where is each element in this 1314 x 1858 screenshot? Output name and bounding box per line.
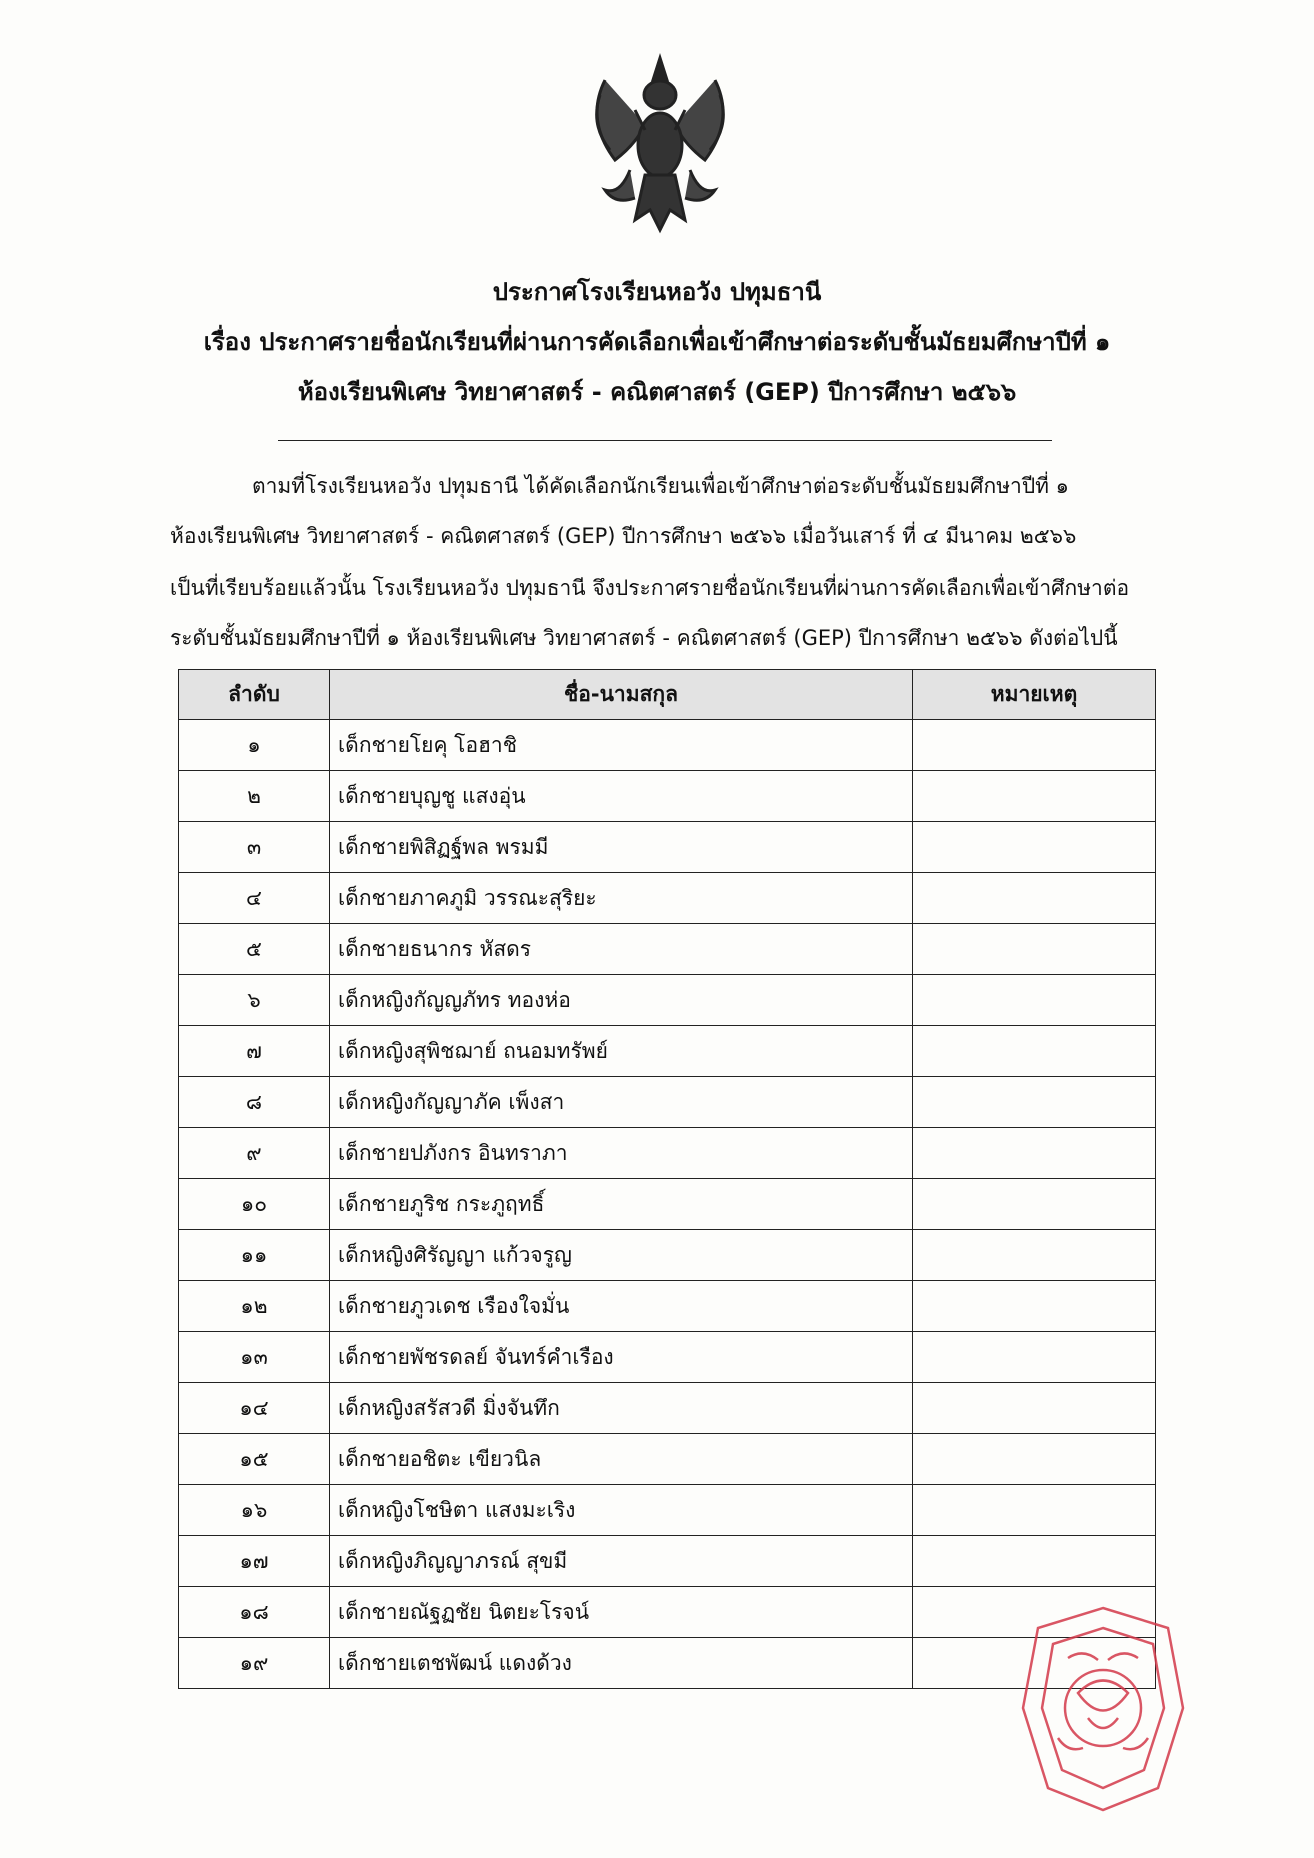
row-student-name: เด็กหญิงกัญญภัทร ทองห่อ bbox=[330, 975, 913, 1026]
school-seal-stamp bbox=[1008, 1598, 1198, 1818]
table-row bbox=[179, 1383, 1156, 1434]
row-order: ๑๗ bbox=[179, 1536, 330, 1587]
row-student-name: เด็กหญิงศิรัญญา แก้วจรูญ bbox=[330, 1230, 913, 1281]
row-student-name: เด็กชายปภังกร อินทราภา bbox=[330, 1128, 913, 1179]
row-order: ๑๔ bbox=[179, 1383, 330, 1434]
row-remark bbox=[913, 1179, 1156, 1230]
row-order: ๑๑ bbox=[179, 1230, 330, 1281]
table-row bbox=[179, 1434, 1156, 1485]
row-order: ๑๐ bbox=[179, 1179, 330, 1230]
table-row bbox=[179, 1026, 1156, 1077]
table-row bbox=[179, 873, 1156, 924]
garuda-emblem-icon bbox=[575, 50, 745, 240]
row-order: ๔ bbox=[179, 873, 330, 924]
row-order: ๕ bbox=[179, 924, 330, 975]
row-order: ๖ bbox=[179, 975, 330, 1026]
row-student-name: เด็กชายโยคุ โอฮาชิ bbox=[330, 720, 913, 771]
announcement-program: ห้องเรียนพิเศษ วิทยาศาสตร์ - คณิตศาสตร์ (GEP) ปีการศึกษา ๒๕๖๖ bbox=[297, 378, 1017, 406]
row-order: ๑๒ bbox=[179, 1281, 330, 1332]
row-remark bbox=[913, 1485, 1156, 1536]
row-student-name: เด็กชายเตชพัฒน์ แดงด้วง bbox=[330, 1638, 913, 1689]
row-remark bbox=[913, 1077, 1156, 1128]
row-student-name: เด็กชายบุญชู แสงอุ่น bbox=[330, 771, 913, 822]
row-student-name: เด็กหญิงสุพิชฌาย์ ถนอมทรัพย์ bbox=[330, 1026, 913, 1077]
row-student-name: เด็กชายณัฐฏชัย นิตยะโรจน์ bbox=[330, 1587, 913, 1638]
row-remark bbox=[913, 720, 1156, 771]
row-remark bbox=[913, 1230, 1156, 1281]
row-student-name: เด็กชายธนากร หัสดร bbox=[330, 924, 913, 975]
row-order: ๑๖ bbox=[179, 1485, 330, 1536]
row-remark bbox=[913, 1536, 1156, 1587]
body-line-4: ระดับชั้นมัธยมศึกษาปีที่ ๑ ห้องเรียนพิเศษ วิทยาศาสตร์ - คณิตศาสตร์ (GEP) ปีการศึกษา ๒๕๖๖ ดังต่อไปนี้ bbox=[170, 626, 1118, 650]
row-student-name: เด็กชายภูวเดช เรืองใจมั่น bbox=[330, 1281, 913, 1332]
table-row bbox=[179, 975, 1156, 1026]
divider bbox=[278, 440, 1052, 441]
table-row bbox=[179, 1128, 1156, 1179]
row-student-name: เด็กหญิงโชษิตา แสงมะเริง bbox=[330, 1485, 913, 1536]
row-student-name: เด็กชายภาคภูมิ วรรณะสุริยะ bbox=[330, 873, 913, 924]
row-remark bbox=[913, 1434, 1156, 1485]
header-name: ชื่อ-นามสกุล bbox=[330, 670, 913, 720]
row-student-name: เด็กชายภูริช กระภูฤทธิ์ bbox=[330, 1179, 913, 1230]
table-row bbox=[179, 771, 1156, 822]
table-header-row bbox=[179, 670, 1156, 720]
row-order: ๑ bbox=[179, 720, 330, 771]
row-student-name: เด็กหญิงภิญญาภรณ์ สุขมี bbox=[330, 1536, 913, 1587]
row-order: ๙ bbox=[179, 1128, 330, 1179]
body-line-1: ตามที่โรงเรียนหอวัง ปทุมธานี ได้คัดเลือกนักเรียนเพื่อเข้าศึกษาต่อระดับชั้นมัธยมศึกษาปีที่ ๑ bbox=[252, 474, 1070, 498]
row-student-name: เด็กหญิงสรัสวดี มิ่งจันทึก bbox=[330, 1383, 913, 1434]
table-row bbox=[179, 924, 1156, 975]
announcement-subject: เรื่อง ประกาศรายชื่อนักเรียนที่ผ่านการคัดเลือกเพื่อเข้าศึกษาต่อระดับชั้นมัธยมศึกษาปีที่ ๑ bbox=[203, 328, 1111, 356]
announcement-title: ประกาศโรงเรียนหอวัง ปทุมธานี bbox=[492, 278, 822, 306]
table-row bbox=[179, 1332, 1156, 1383]
row-remark bbox=[913, 1281, 1156, 1332]
header-remark: หมายเหตุ bbox=[913, 670, 1156, 720]
table-row bbox=[179, 720, 1156, 771]
row-remark bbox=[913, 1026, 1156, 1077]
row-order: ๘ bbox=[179, 1077, 330, 1128]
row-remark bbox=[913, 1332, 1156, 1383]
body-line-2: ห้องเรียนพิเศษ วิทยาศาสตร์ - คณิตศาสตร์ (GEP) ปีการศึกษา ๒๕๖๖ เมื่อวันเสาร์ ที่ ๔ มีนาคม ๒๕๖๖ bbox=[170, 524, 1077, 548]
row-remark bbox=[913, 873, 1156, 924]
table-row bbox=[179, 1179, 1156, 1230]
row-student-name: เด็กหญิงกัญญาภัค เพ็งสา bbox=[330, 1077, 913, 1128]
header-order: ลำดับ bbox=[179, 670, 330, 720]
table-row bbox=[179, 1077, 1156, 1128]
body-line-3: เป็นที่เรียบร้อยแล้วนั้น โรงเรียนหอวัง ปทุมธานี จึงประกาศรายชื่อนักเรียนที่ผ่านการคัดเลือกเพื่อเข้าศึกษาต่อ bbox=[170, 576, 1130, 600]
row-student-name: เด็กชายพัชรดลย์ จันทร์คำเรือง bbox=[330, 1332, 913, 1383]
row-remark bbox=[913, 1383, 1156, 1434]
row-remark bbox=[913, 1128, 1156, 1179]
row-remark bbox=[913, 822, 1156, 873]
row-order: ๗ bbox=[179, 1026, 330, 1077]
row-remark bbox=[913, 975, 1156, 1026]
row-remark bbox=[913, 924, 1156, 975]
table-row bbox=[179, 1281, 1156, 1332]
table-row bbox=[179, 1485, 1156, 1536]
row-order: ๓ bbox=[179, 822, 330, 873]
table-row bbox=[179, 822, 1156, 873]
student-list-table bbox=[178, 669, 1156, 1689]
table-row bbox=[179, 1536, 1156, 1587]
row-student-name: เด็กชายอชิตะ เขียวนิล bbox=[330, 1434, 913, 1485]
row-order: ๑๘ bbox=[179, 1587, 330, 1638]
row-student-name: เด็กชายพิสิฏฐ์พล พรมมี bbox=[330, 822, 913, 873]
row-order: ๑๓ bbox=[179, 1332, 330, 1383]
table-row bbox=[179, 1230, 1156, 1281]
row-order: ๑๕ bbox=[179, 1434, 330, 1485]
row-order: ๑๙ bbox=[179, 1638, 330, 1689]
row-order: ๒ bbox=[179, 771, 330, 822]
row-remark bbox=[913, 771, 1156, 822]
